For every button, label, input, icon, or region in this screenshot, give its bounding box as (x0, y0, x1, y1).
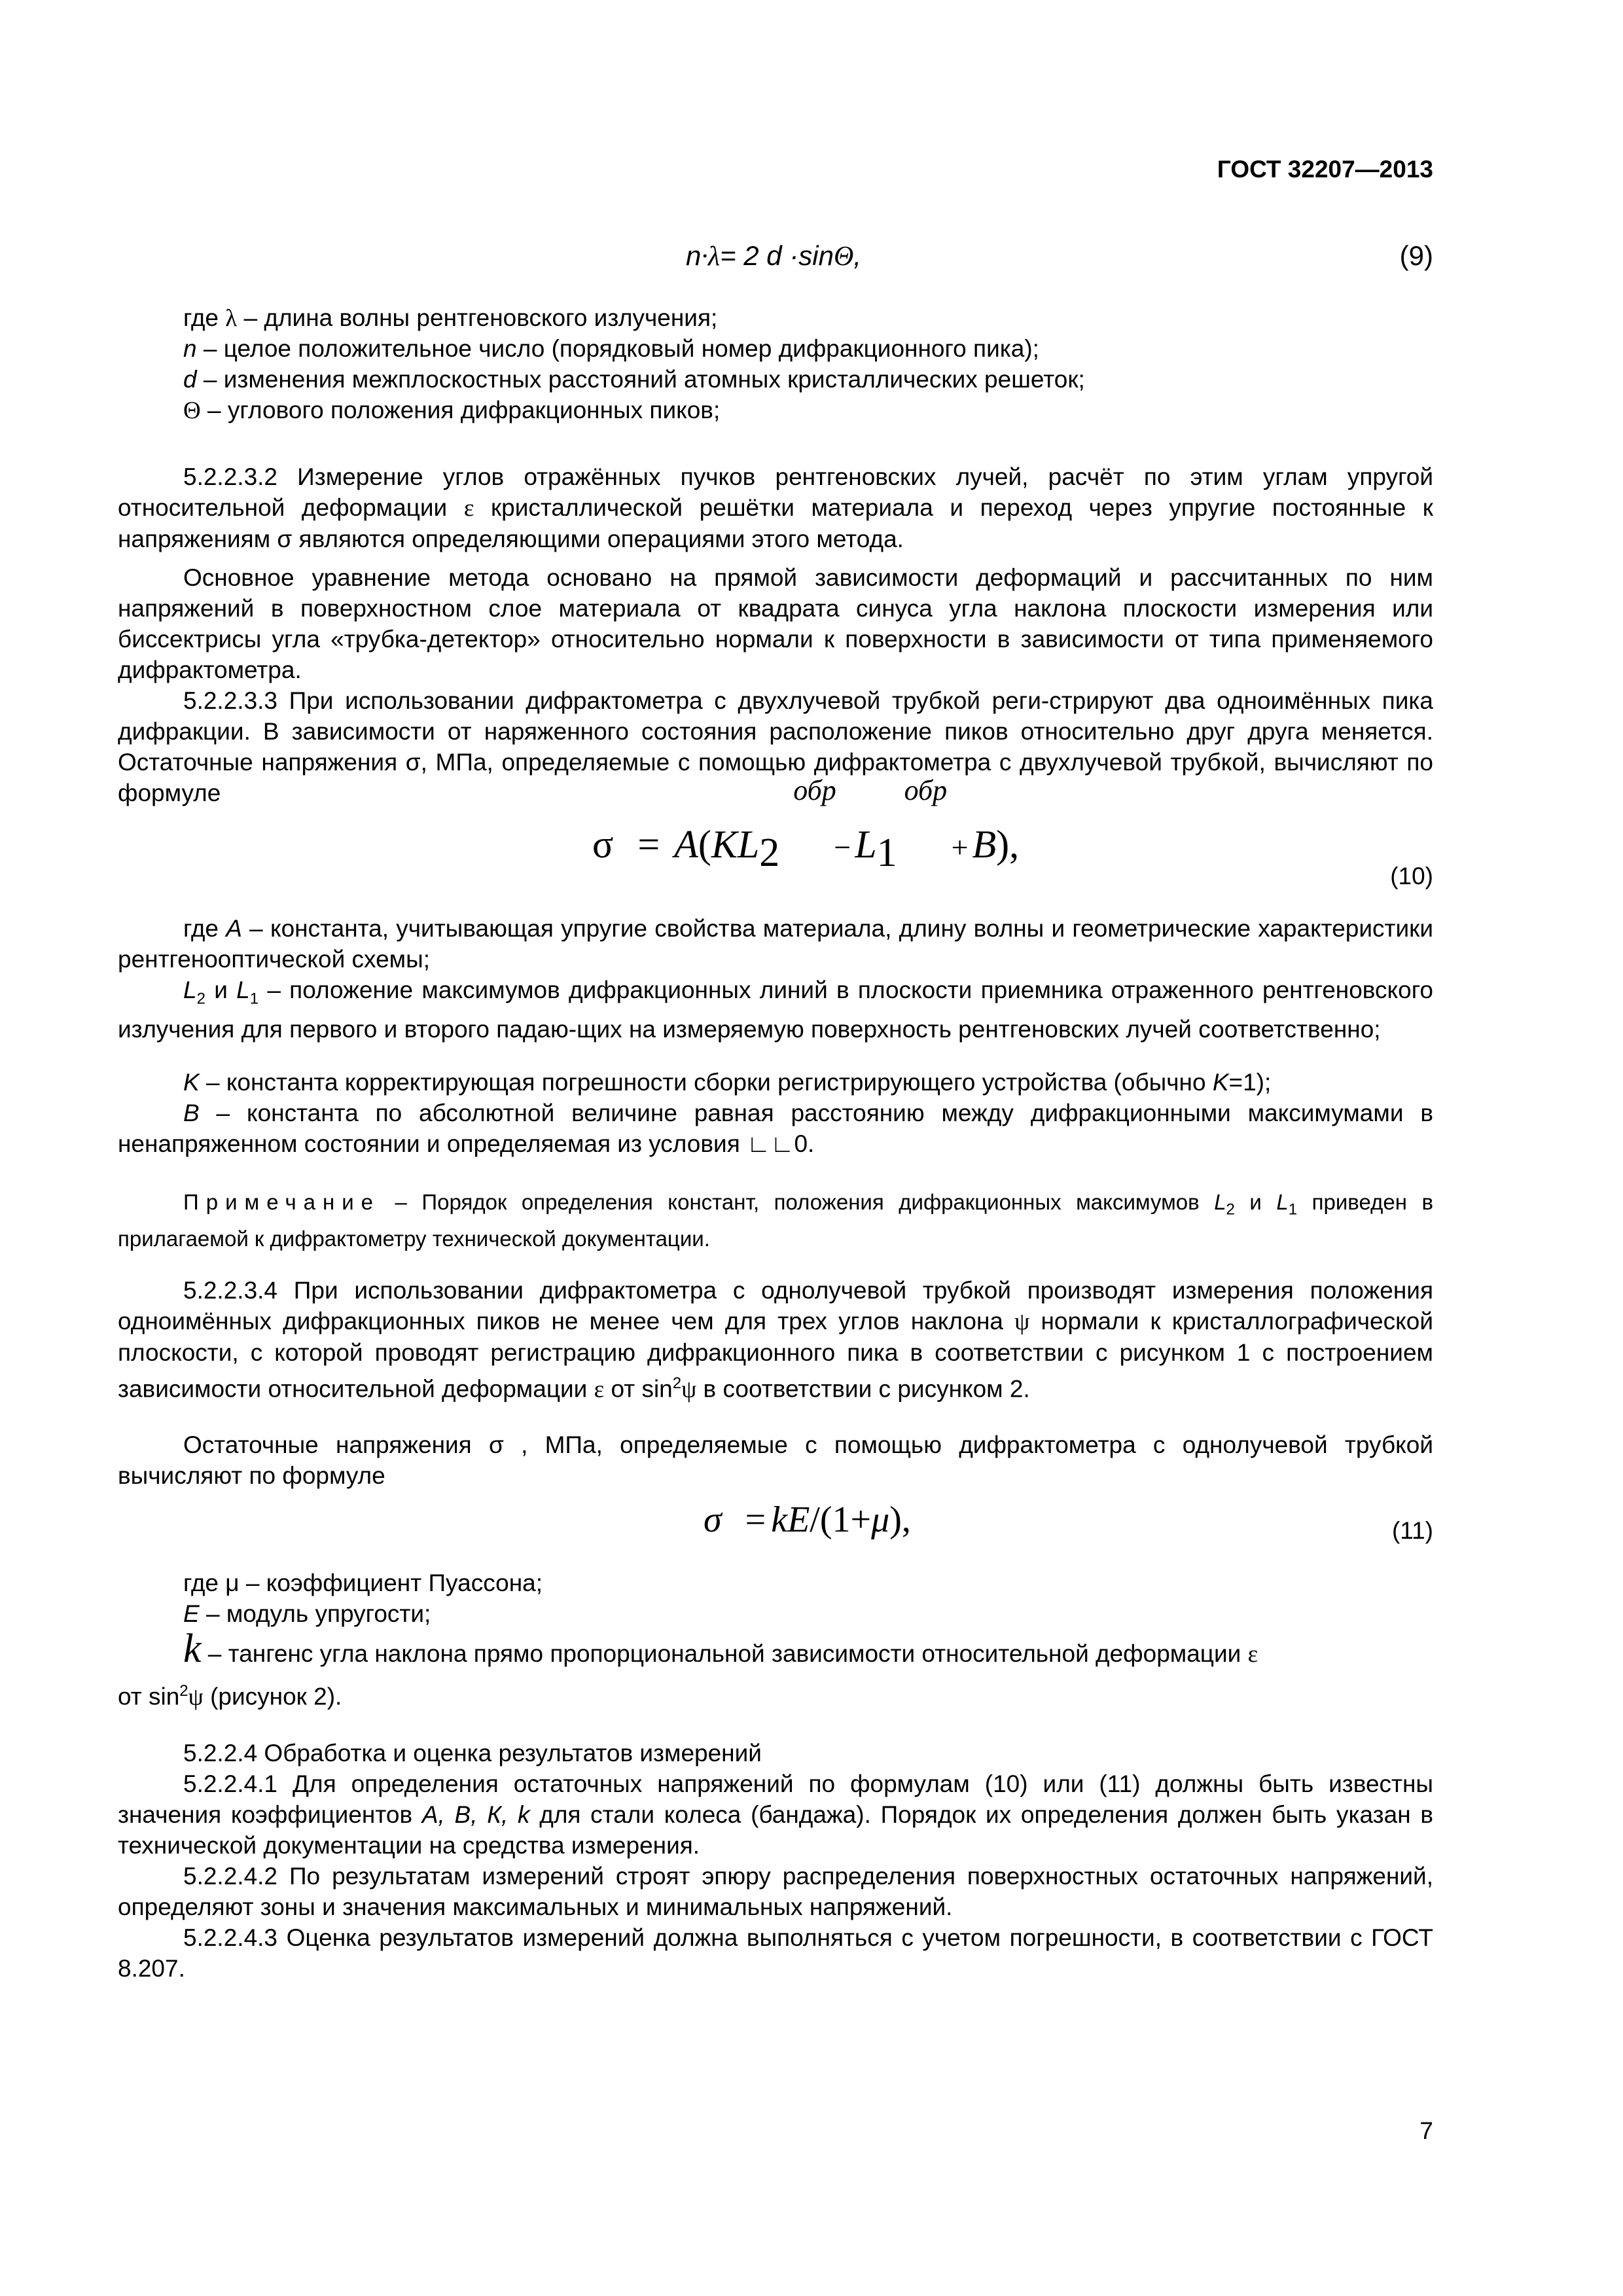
formula-9-n: n (686, 240, 702, 271)
def-A-text: – константа, учитывающая упругие свойства материала, длину волны и геометрические характеристики рентгенооптической схемы; (118, 915, 1434, 973)
note-and: и (1234, 1190, 1277, 1214)
def-K (118, 1067, 1433, 1098)
def-k2-end: (рисунок 2). (203, 1683, 342, 1710)
note-text-a: – Порядок определения констант, положения дифракционных максимумов (380, 1190, 1215, 1214)
def-k2-text: от sin (118, 1683, 180, 1710)
psi-symbol: ψ (1014, 1308, 1030, 1335)
mu-symbol: μ (871, 1499, 890, 1540)
L1-symbol: L (236, 977, 250, 1003)
formula-10-number: (10) (1390, 863, 1433, 889)
def-d-text: – изменения межплоскостных расстояний атомных кристаллических решеток; (196, 366, 1085, 393)
kE-symbol: kE (771, 1499, 810, 1540)
def-K-end: =1); (1228, 1069, 1272, 1096)
def-E (183, 1598, 431, 1629)
paragraph-5-2-2-4-1 (118, 1768, 1433, 1861)
def-n (183, 333, 1039, 364)
formula-10 (592, 774, 1020, 875)
formula-9-body: = 2 d ·sin (720, 240, 834, 271)
paragraph-basic-equation: Основное уравнение метода основано на прямой зависимости деформаций и рассчитанных по ним напряжений в поверхностном слое материала от квадрата синуса угла наклона плоскости измерения или биссектрисы угла «трубка-детектор» относительно нормали к поверхности в зависимости от типа применяемого дифрактометра. (118, 564, 1433, 683)
K-symbol-2: K (1212, 1069, 1229, 1096)
sigma-symbol: σ (704, 1499, 722, 1540)
formula-9-number: (9) (1399, 240, 1433, 271)
def-d (183, 364, 1085, 395)
where-word: где (183, 915, 226, 942)
L2-symbol: L (183, 977, 197, 1003)
def-n-text: – целое положительное число (порядковый номер дифракционного пика); (196, 335, 1039, 362)
paragraph-5-2-2-3-2 (118, 461, 1433, 554)
square-superscript: 2 (672, 1374, 682, 1392)
p-text-d: в соответствии с рисунком 2. (696, 1375, 1030, 1403)
lambda-symbol: λ (225, 305, 238, 332)
L1-subscript: 1 (249, 990, 259, 1008)
p-text-a: 5.2.2.3.4 При использовании дифрактометра с однолучевой трубкой производят измерения положения одноимённых дифракционных пиков не менее чем для трех углов наклона (118, 1277, 1433, 1335)
def-k (118, 1626, 1433, 1671)
minus-sign: − (834, 831, 851, 864)
sigma-symbol: σ (592, 823, 614, 866)
document-header: ГОСТ 32207—2013 (1217, 156, 1433, 183)
n-symbol: n (183, 335, 197, 362)
B-symbol: B (183, 1100, 200, 1126)
L1-subscript: 1 (876, 831, 897, 875)
L1-symbol: L (855, 823, 877, 866)
paragraph-5-2-2-3-3: 5.2.2.3.3 При использовании дифрактометра с двухлучевой трубкой реги-стрируют два одноимённых пика дифракции. В зависимости от наряженного состояния расположение пиков относительно друг друга меняется. Остаточные напряжения σ, МПа, определяемые с помощью дифрактометра с двухлучевой трубкой, вычисляют по формуле (118, 687, 1433, 806)
E-symbol: E (183, 1600, 200, 1627)
def-E-text: – модуль упругости; (199, 1600, 431, 1627)
paragraph-5-2-2-3-4 (118, 1275, 1433, 1405)
psi-symbol: ψ (188, 1683, 204, 1711)
formula-9-comma: , (853, 240, 862, 271)
def-L-text: – положение максимумов дифракционных линий в плоскости приемника отраженного рентгеновского излучения для первого и второго падаю-щих на измеряемую поверхность рентгеновских лучей соответственно; (118, 977, 1433, 1043)
A-symbol: A (674, 823, 698, 866)
formula-9-lambda: λ (707, 242, 721, 272)
K-symbol: K (183, 1069, 200, 1096)
note-L1: L (1276, 1190, 1289, 1214)
formula-11 (704, 1499, 911, 1541)
close-paren: ), (889, 1499, 911, 1540)
def-A (118, 913, 1433, 975)
formula-11-number: (11) (1391, 1517, 1433, 1544)
close-paren: ), (996, 823, 1020, 866)
def-mu: где μ – коэффициент Пуассона; (183, 1570, 543, 1596)
p-text-a: 5.2.2.3.2 Измерение углов отражённых пучков рентгеновских лучей, расчёт по этим углам упругой относительной деформации (118, 463, 1433, 521)
section-5-2-2-4-title: 5.2.2.4 Обработка и оценка результатов измерений (183, 1740, 762, 1767)
plus-sign: + (951, 831, 969, 864)
p-text-b: нормали к кристаллографической плоскости, с которой проводят регистрацию дифракционного пика в соответствии с рисунком 1 с построением зависимости относительной деформации (118, 1308, 1433, 1403)
def-theta (183, 395, 720, 426)
def-K-text: – константа корректирующая погрешности сборки регистрирующего устройства (обычно (199, 1069, 1213, 1096)
note (118, 1188, 1433, 1253)
L2-superscript: обр (793, 774, 836, 806)
note-L1-sub: 1 (1288, 1200, 1298, 1219)
note-text-b: приведен в прилагаемой к дифрактометру технической документации. (118, 1190, 1433, 1251)
open-paren: ( (698, 823, 711, 866)
def-L (118, 975, 1433, 1045)
L2-subscript: 2 (196, 990, 205, 1008)
K-symbol: K (711, 823, 738, 866)
epsilon-symbol: ε (1247, 1641, 1258, 1668)
formula-9 (686, 240, 861, 272)
square-superscript: 2 (179, 1682, 188, 1700)
psi-symbol-2: ψ (681, 1376, 697, 1403)
d-symbol: d (183, 366, 197, 393)
paragraph-5-2-2-4-2: 5.2.2.4.2 По результатам измерений строят эпюру распределения поверхностных остаточных напряжений, определяют зоны и значения максимальных и минимальных напряжений. (118, 1863, 1433, 1920)
def-lambda (183, 302, 717, 334)
page-number: 7 (1419, 2117, 1433, 2144)
formula-9-dot: · (701, 242, 708, 272)
equals-sign: = (745, 1499, 766, 1540)
k-symbol: k (183, 1626, 202, 1671)
p-text-b: кристаллической решётки материала и переход через упругие постоянные к напряжениям σ являются определяющими операциями этого метода. (118, 494, 1433, 552)
L1-superscript: обр (904, 774, 948, 806)
and-word: и (205, 977, 237, 1003)
def-B-condition: ∟∟0. (747, 1130, 815, 1157)
paragraph-5-2-2-4-3: 5.2.2.4.3 Оценка результатов измерений должна выполняться с учетом погрешности, в соответствии с ГОСТ 8.207. (118, 1924, 1433, 1982)
epsilon-symbol: ε (463, 495, 474, 522)
note-label: Примечание (183, 1190, 381, 1214)
note-L2-sub: 2 (1226, 1200, 1235, 1219)
p-text-b: для стали колеса (бандажа). Порядок их определения должен быть указан в технической документации на средства измерения. (118, 1801, 1433, 1859)
epsilon-symbol: ε (594, 1376, 605, 1403)
L2-symbol: L (737, 823, 760, 866)
note-L2: L (1214, 1190, 1226, 1214)
def-k-text: – тангенс угла наклона прямо пропорциональной зависимости относительной деформации (201, 1640, 1248, 1667)
p-text-c: от sin (604, 1375, 673, 1403)
L2-subscript: 2 (759, 831, 780, 875)
coefficient-symbols: А, В, К, k (421, 1801, 530, 1828)
def-B-text: – константа по абсолютной величине равная расстоянию между дифракционными максимумами в ненапряженном состоянии и определяемая из условия (118, 1100, 1433, 1157)
divide-expr: /(1+ (810, 1499, 872, 1540)
equals-sign: = (637, 823, 660, 866)
where-word: где (183, 304, 226, 331)
paragraph-residual-stress: Остаточные напряжения σ , МПа, определяемые с помощью дифрактометра с однолучевой трубкой вычисляют по формуле (118, 1431, 1433, 1489)
p-text-a: 5.2.2.4.1 Для определения остаточных напряжений по формулам (10) или (11) должны быть известны значения коэффициентов (118, 1770, 1433, 1828)
def-theta-text: – углового положения дифракционных пиков; (200, 397, 721, 423)
def-lambda-text: – длина волны рентгеновского излучения; (237, 304, 718, 331)
theta-symbol: Θ (183, 397, 201, 424)
A-symbol: A (226, 915, 242, 942)
def-B (118, 1098, 1433, 1159)
formula-9-theta: Θ (834, 242, 854, 272)
B-symbol: B (972, 823, 997, 866)
def-k-cont (118, 1676, 1433, 1712)
